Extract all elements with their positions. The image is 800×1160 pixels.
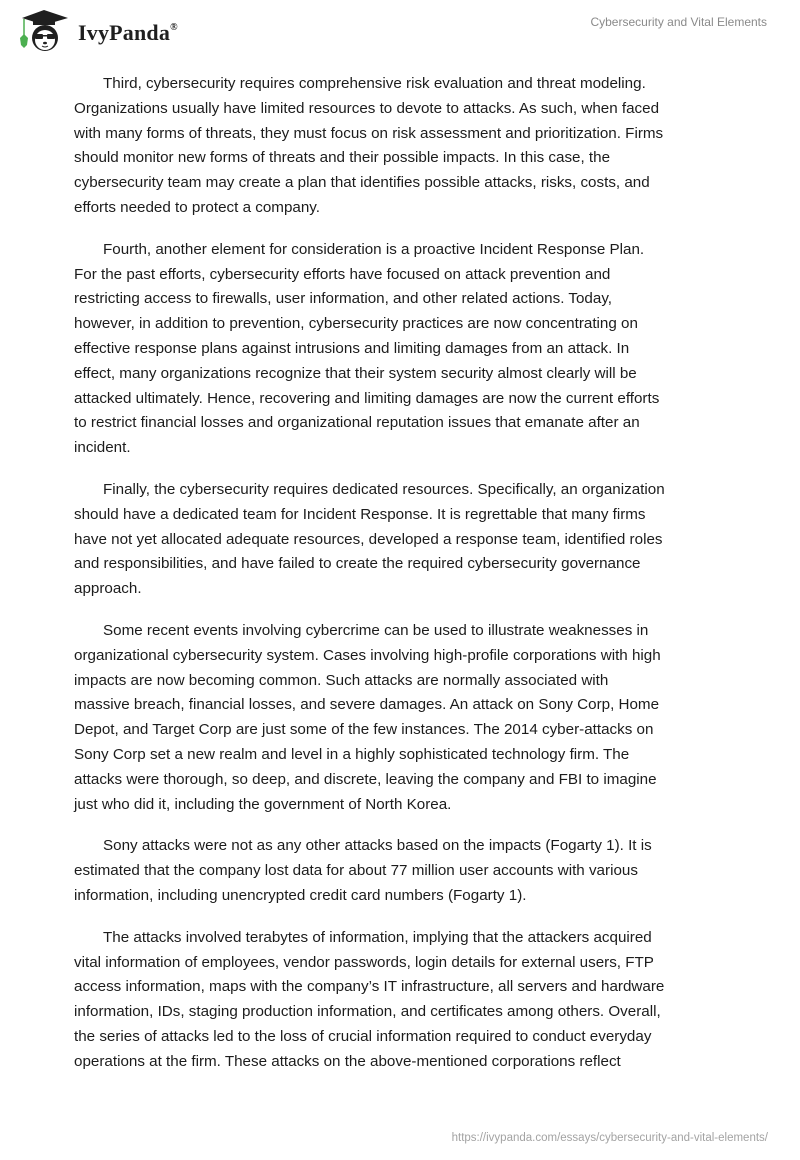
text-line: Sony attacks were not as any other attacks based on the impacts (Fogarty 1). It is — [103, 837, 652, 855]
text-line: effective response plans against intrusions and limiting damages from an attack. In — [74, 339, 630, 357]
text-line: restricting access to firewalls, user information, and other related actions. Today, — [74, 290, 613, 308]
text-line: access information, maps with the company’s IT infrastructure, all servers and hardware — [74, 978, 665, 996]
text-line: Organizations usually have limited resources to devote to attacks. As such, when faced — [74, 99, 660, 117]
text-line: For the past efforts, cybersecurity efforts have focused on attack prevention and — [74, 265, 611, 283]
paragraph-risk-evaluation — [74, 72, 734, 221]
registered-mark: ® — [170, 21, 178, 33]
text-line: Depot, and Target Corp are just some of the few instances. The 2014 cyber-attacks on — [74, 721, 654, 739]
text-line: information, IDs, staging production information, and certificates among others. Overall, — [74, 1003, 661, 1021]
text-line: with many forms of threats, they must focus on risk assessment and prioritization. Firms — [74, 124, 664, 142]
text-line: massive breach, financial losses, and severe damages. An attack on Sony Corp, Home — [74, 696, 660, 714]
paragraph-dedicated-resources — [74, 478, 734, 602]
paragraph-sony-impacts — [74, 834, 734, 908]
text-line: The attacks involved terabytes of information, implying that the attackers acquired — [103, 928, 652, 946]
text-line: organizational cybersecurity system. Cases involving high-profile corporations with high — [74, 646, 661, 664]
panda-graduate-icon — [16, 8, 76, 54]
document-title: Cybersecurity and Vital Elements — [590, 15, 767, 29]
paragraph-incident-response — [74, 238, 734, 461]
page-header — [0, 0, 800, 60]
source-url-link[interactable]: https://ivypanda.com/essays/cybersecurity-and-vital-elements/ — [451, 1132, 768, 1144]
text-line: should monitor new forms of threats and their possible impacts. In this case, the — [74, 149, 611, 167]
text-line: efforts needed to protect a company. — [74, 198, 320, 216]
text-line: cybersecurity team may create a plan that identifies possible attacks, risks, costs, and — [74, 174, 650, 192]
text-line: approach. — [74, 580, 142, 598]
text-line: estimated that the company lost data for about 77 million user accounts with various — [74, 862, 638, 880]
text-line: and responsibilities, and have failed to create the required cybersecurity governance — [74, 555, 641, 573]
brand-text: IvyPanda — [78, 20, 171, 45]
paragraph-terabytes — [74, 926, 734, 1075]
brand-name — [78, 20, 178, 46]
text-line: the series of attacks led to the loss of crucial information required to conduct everyday — [74, 1027, 652, 1045]
text-line: just who did it, including the government of North Korea. — [74, 795, 452, 813]
text-line: Finally, the cybersecurity requires dedicated resources. Specifically, an organization — [103, 480, 665, 498]
text-line: vital information of employees, vendor passwords, login details for external users, FTP — [74, 953, 654, 971]
text-line: have not yet allocated adequate resources, developed a response team, identified roles — [74, 530, 663, 548]
text-line: effect, many organizations recognize that their system security almost clearly will be — [74, 364, 637, 382]
text-line: to restrict financial losses and organizational reputation issues that emanate after an — [74, 414, 640, 432]
text-line: Fourth, another element for consideration is a proactive Incident Response Plan. — [103, 240, 645, 258]
text-line: Sony Corp set a new realm and level in a highly sophisticated technology firm. The — [74, 745, 630, 763]
text-line: Some recent events involving cybercrime can be used to illustrate weaknesses in — [103, 621, 649, 639]
text-line: operations at the firm. These attacks on the above-mentioned corporations reflect — [74, 1052, 621, 1070]
paragraph-recent-events — [74, 619, 734, 817]
text-line: information, including unencrypted credit card numbers (Fogarty 1). — [74, 886, 527, 904]
ivypanda-logo[interactable] — [16, 8, 178, 54]
essay-body — [74, 72, 734, 1091]
text-line: attacked ultimately. Hence, recovering and limiting damages are now the current efforts — [74, 389, 660, 407]
text-line: however, in addition to prevention, cybersecurity practices are now concentrating on — [74, 315, 638, 333]
text-line: attacks were thorough, so deep, and discrete, leaving the company and FBI to imagine — [74, 770, 657, 788]
text-line: impacts are now becoming common. Such attacks are normally associated with — [74, 671, 609, 689]
text-line: Third, cybersecurity requires comprehensive risk evaluation and threat modeling. — [103, 75, 646, 92]
text-line: incident. — [74, 439, 131, 457]
text-line: should have a dedicated team for Incident Response. It is regrettable that many firms — [74, 505, 646, 523]
